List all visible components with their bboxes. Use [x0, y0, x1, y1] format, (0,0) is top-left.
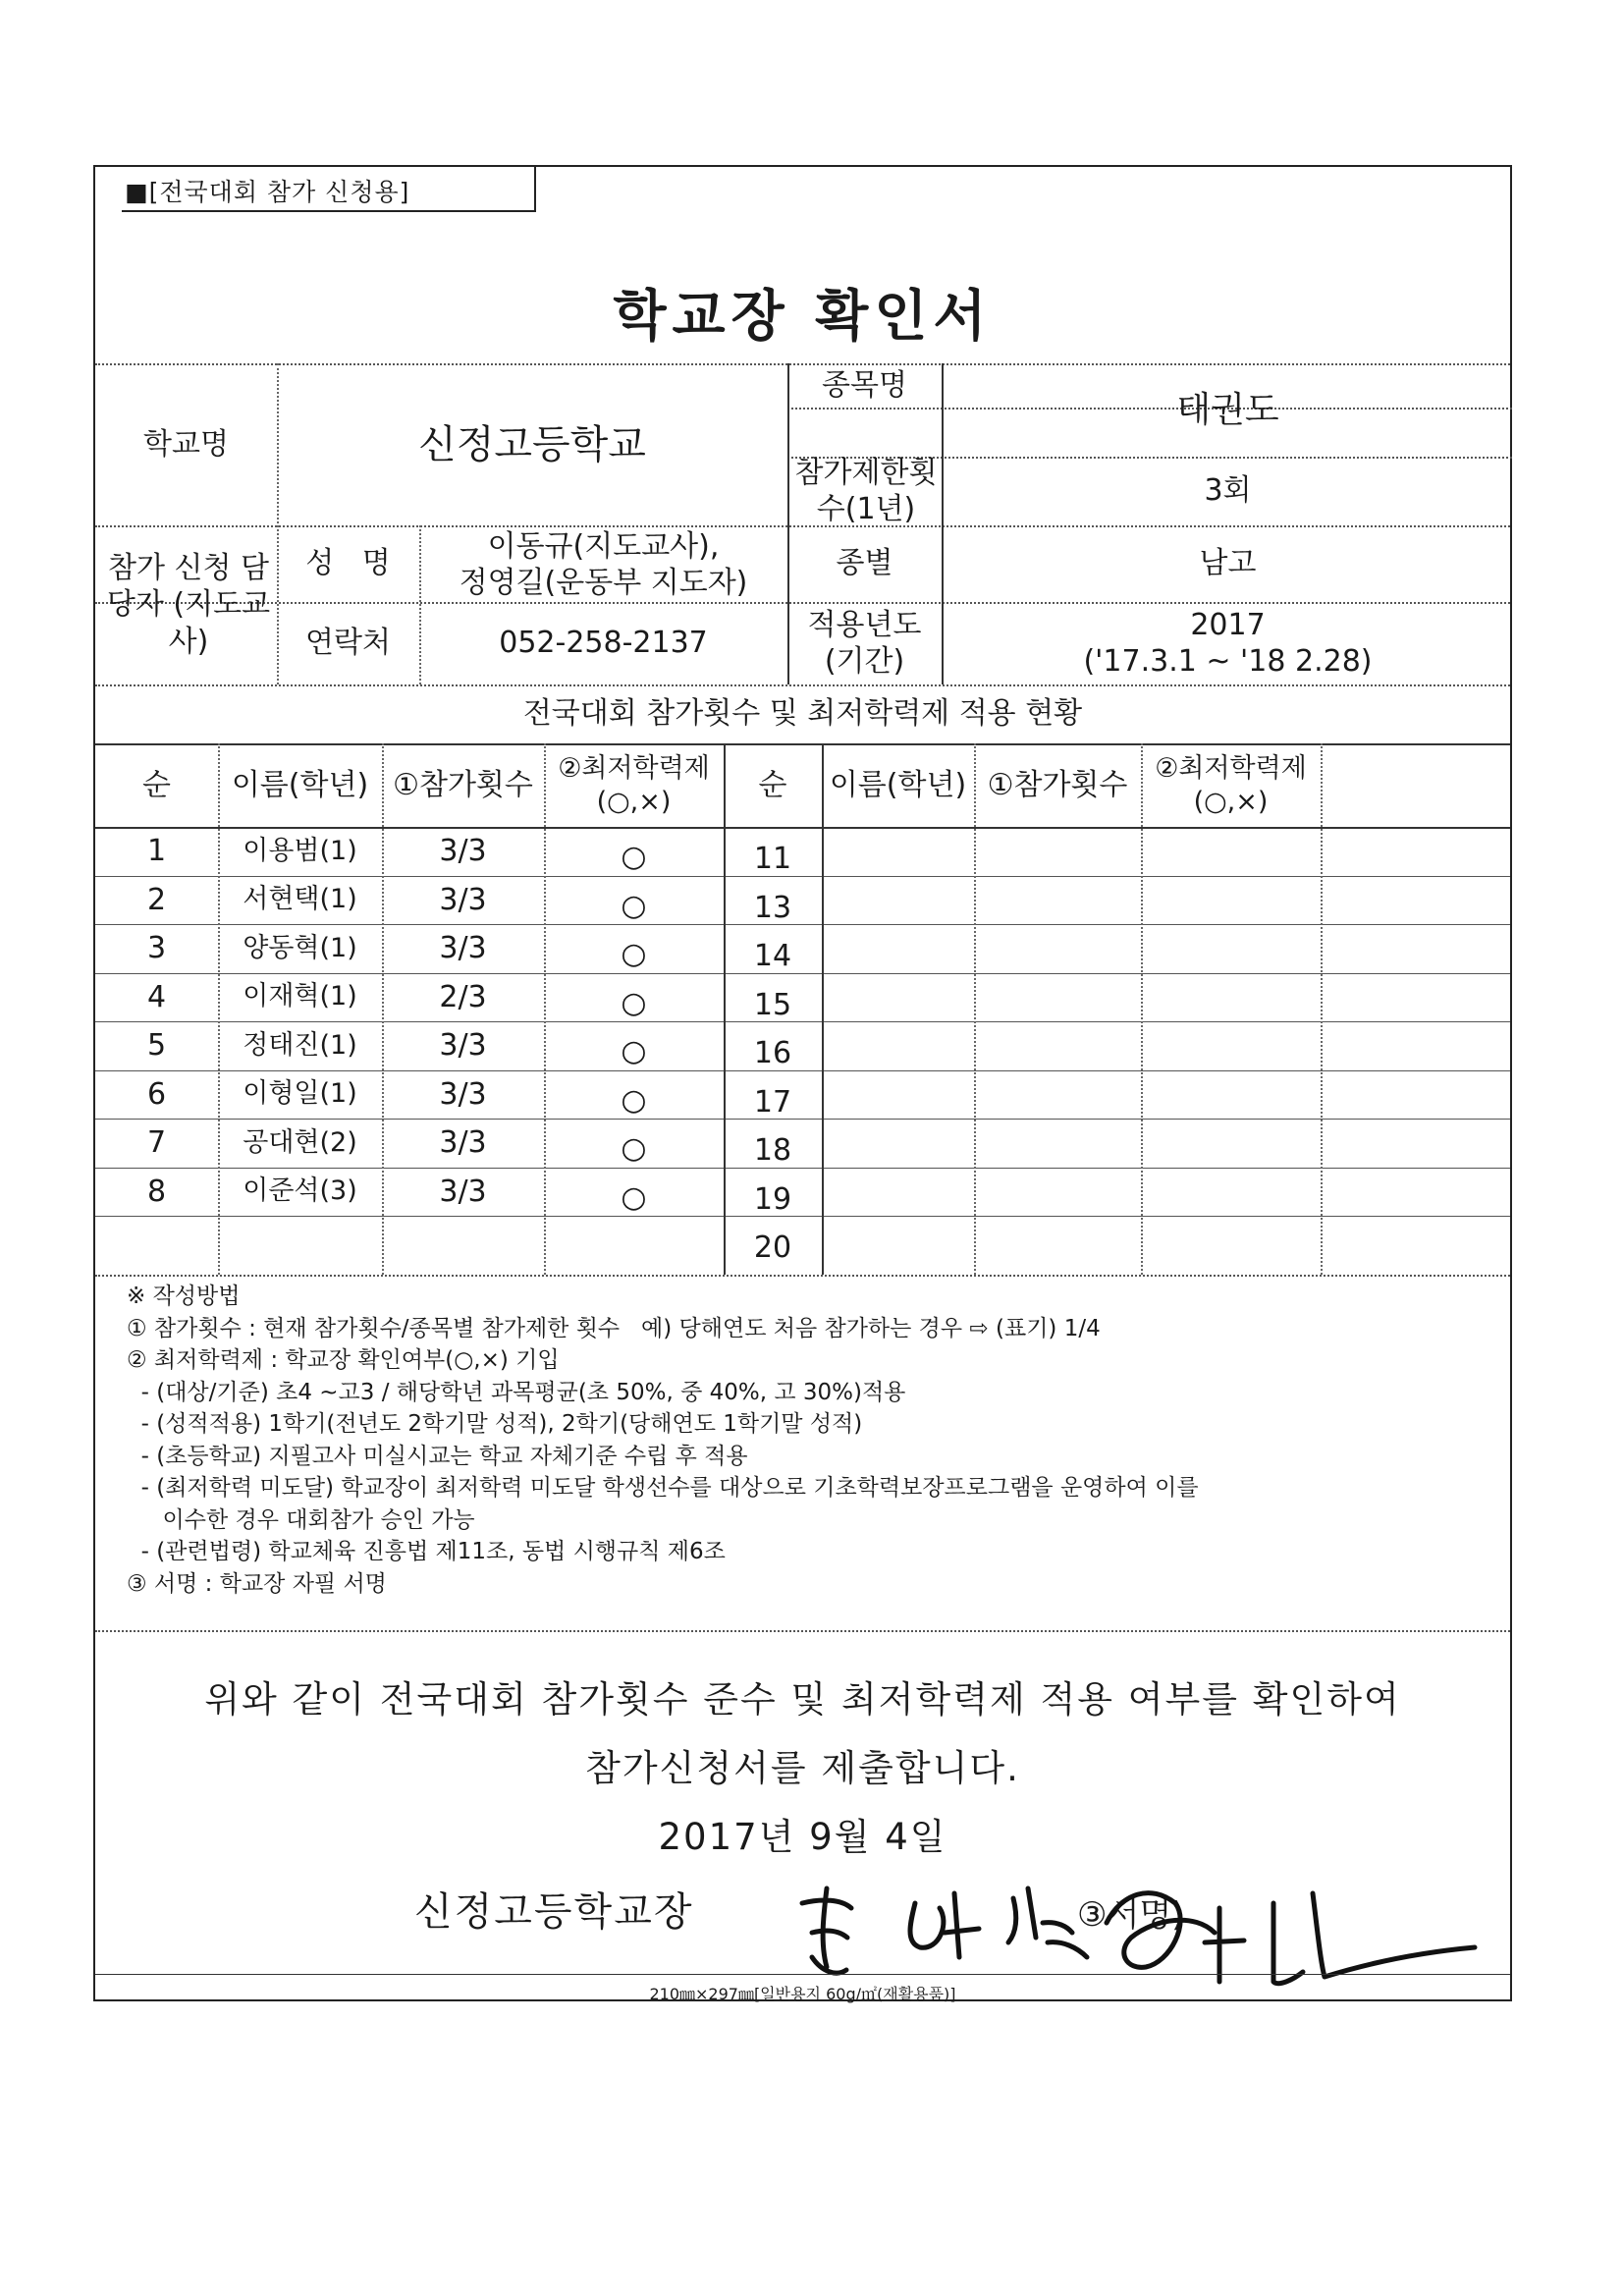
status-heading: 전국대회 참가횟수 및 최저학력제 적용 현황: [522, 696, 1083, 732]
header-no-right: 순: [758, 767, 787, 802]
row-number-right: 16: [753, 1036, 792, 1070]
row-number: 7: [146, 1125, 167, 1160]
year-label: [787, 602, 942, 684]
sport-value: 태권도: [1176, 390, 1279, 430]
row-number: 4: [146, 979, 167, 1014]
min-academic-mark: ○: [621, 937, 647, 971]
student-name: 서현택(1): [243, 884, 357, 915]
confirmation-form: [93, 165, 1512, 2001]
note-line: ① 참가횟수 : 현재 참가횟수/종목별 참가제한 횟수 예) 당해연도 처음 참가하는 경우 ⇨ (표기) 1/4: [127, 1315, 1101, 1341]
declaration-line-1: 위와 같이 전국대회 참가횟수 준수 및 최저학력제 적용 여부를 확인하여: [204, 1678, 1401, 1721]
row-number-right: 11: [753, 842, 792, 876]
row-number-right: 20: [753, 1230, 792, 1265]
note-line: - (관련법령) 학교체육 진흥법 제11조, 동법 시행규칙 제6조: [127, 1539, 726, 1564]
participation-count: 3/3: [439, 834, 487, 868]
year-label-line-1: 적용년도: [807, 607, 922, 642]
limit-value: 3회: [1204, 473, 1252, 509]
school-name: 신정고등학교: [418, 421, 646, 467]
min-academic-mark: ○: [621, 1082, 647, 1118]
header-count-right: ①참가횟수: [987, 767, 1128, 802]
header-min-right: [1141, 743, 1321, 827]
row-number: 8: [146, 1174, 167, 1209]
note-line: - (초등학교) 지필고사 미실시교는 학교 자체기준 수립 후 적용: [127, 1443, 748, 1469]
student-name: 이용범(1): [243, 835, 357, 866]
name-value: [419, 528, 787, 601]
division-value: 남고: [1199, 546, 1257, 581]
min-academic-mark: ○: [621, 888, 647, 923]
header-no-left: 순: [142, 767, 171, 802]
participation-count: 3/3: [439, 1076, 487, 1112]
participation-count: 3/3: [439, 931, 487, 965]
participation-count: 3/3: [439, 1174, 487, 1209]
row-number: 3: [146, 931, 167, 965]
row-number-right: 13: [753, 890, 792, 925]
row-number-right: 17: [753, 1084, 792, 1120]
student-name: 정태진(1): [243, 1029, 357, 1061]
participation-count: 3/3: [439, 1125, 487, 1160]
principal-signature: [783, 1864, 1489, 1992]
declaration-date: 2017년 9월 4일: [658, 1816, 947, 1858]
note-line: ② 최저학력제 : 학교장 확인여부(○,×) 기입: [127, 1347, 560, 1373]
division-label: 종별: [836, 546, 893, 581]
year-value-line-2: ('17.3.1 ~ '18 2.28): [1083, 644, 1373, 679]
row-number: 1: [146, 834, 167, 868]
row-number-right: 14: [753, 939, 792, 973]
contact-value: 052-258-2137: [499, 626, 708, 661]
min-academic-mark: ○: [621, 1131, 647, 1166]
header-count-left: ①참가횟수: [393, 767, 533, 802]
note-line: - (성적적용) 1학기(전년도 2학기말 성적), 2학기(당해연도 1학기말 성적): [127, 1411, 863, 1437]
contact-label: 연락처: [305, 626, 391, 661]
applicant-label: 참가 신청 담당자 (지도교사): [106, 550, 271, 659]
row-number-right: 15: [753, 987, 792, 1022]
name-value-line-1: 이동규(지도교사),: [487, 528, 720, 564]
year-label-line-2: (기간): [824, 644, 905, 679]
year-value: [942, 602, 1514, 684]
page-title: 학교장 확인서: [613, 285, 993, 349]
row-number-right: 19: [753, 1181, 792, 1217]
note-line: - (대상/기준) 초4 ~고3 / 해당학년 과목평균(초 50%, 중 40%, 고 30%)적용: [127, 1379, 906, 1405]
school-label: 학교명: [143, 426, 229, 462]
header-name-left: 이름(학년): [231, 767, 369, 802]
row-number: 5: [146, 1028, 167, 1063]
participation-count: 3/3: [439, 1028, 487, 1063]
participation-count: 3/3: [439, 882, 487, 917]
paper-spec: 210㎜×297㎜[일반용지 60g/㎡(재활용품)]: [649, 1985, 956, 2003]
form-tag: ■[전국대회 참가 신청용]: [125, 178, 410, 206]
header-min-right-line-1: ②최저학력제: [1155, 752, 1307, 784]
header-min-left-line-1: ②최저학력제: [558, 752, 710, 784]
note-line: ③ 서명 : 학교장 자필 서명: [127, 1570, 387, 1597]
sign-label: ③서명): [1077, 1895, 1185, 1935]
participation-count: 2/3: [439, 979, 487, 1014]
name-label: 성 명: [305, 546, 391, 581]
header-min-left: [544, 743, 724, 827]
name-value-line-2: 정영길(운동부 지도자): [459, 566, 748, 600]
year-value-line-1: 2017: [1190, 607, 1266, 642]
header-min-left-line-2: (○,×): [596, 786, 672, 817]
min-academic-mark: ○: [621, 840, 647, 874]
student-name: 이형일(1): [243, 1078, 357, 1110]
min-academic-mark: ○: [621, 1034, 647, 1068]
student-name: 공대현(2): [243, 1126, 357, 1158]
row-number-right: 18: [753, 1133, 792, 1168]
row-number: 6: [146, 1076, 167, 1112]
header-name-right: 이름(학년): [829, 767, 967, 802]
signer-name: 신정고등학교장: [414, 1889, 694, 1935]
student-name: 이준석(3): [243, 1175, 357, 1207]
student-name: 이재혁(1): [243, 981, 357, 1012]
note-line: - (최저학력 미도달) 학교장이 최저학력 미도달 학생선수를 대상으로 기초학력보장프로그램을 운영하여 이를: [127, 1475, 1199, 1501]
declaration-line-2: 참가신청서를 제출합니다.: [585, 1747, 1020, 1789]
min-academic-mark: ○: [621, 985, 647, 1020]
student-name: 양동혁(1): [243, 932, 357, 963]
note-line: 이수한 경우 대회참가 승인 가능: [127, 1506, 475, 1533]
row-number: 2: [146, 882, 167, 917]
min-academic-mark: ○: [621, 1179, 647, 1215]
header-min-right-line-2: (○,×): [1193, 786, 1269, 817]
writing-notes: [127, 1281, 1501, 1600]
notes-heading: ※ 작성방법: [127, 1284, 241, 1309]
sport-label: 종목명: [822, 367, 907, 403]
limit-label: 참가제한횟수(1년): [794, 455, 938, 526]
